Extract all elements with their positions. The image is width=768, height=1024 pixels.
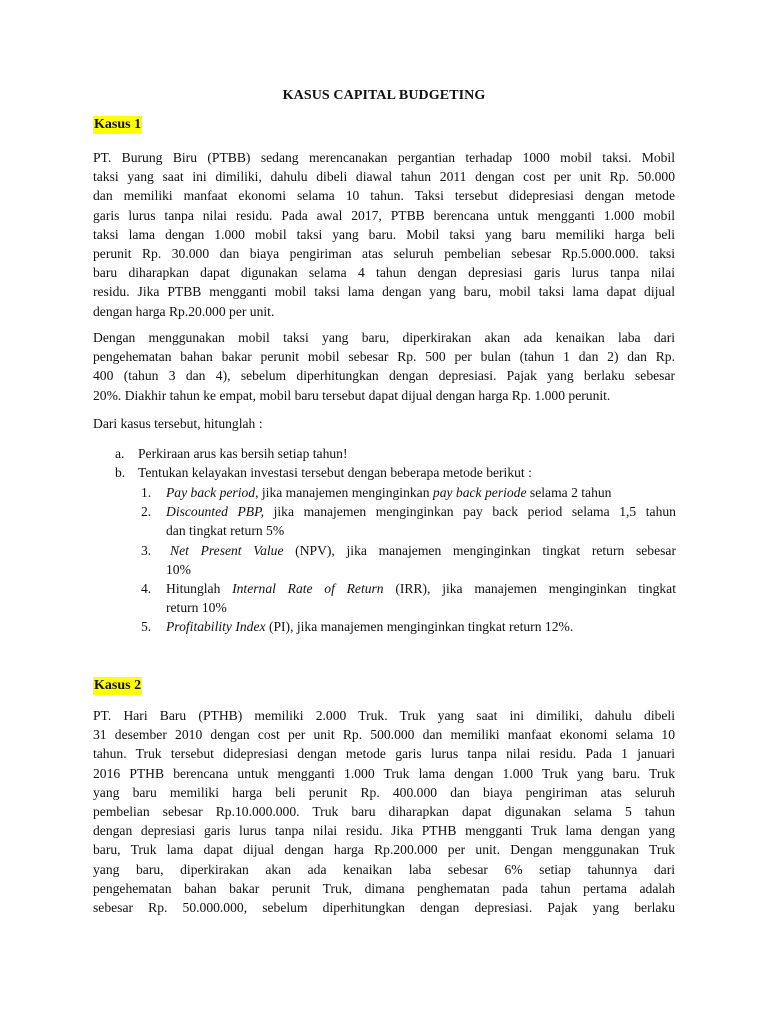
list-item [115, 444, 675, 463]
list-item [141, 541, 676, 579]
text-line: 31 desember 2010 dengan cost per unit Rp. 500.000 dan memiliki manfaat ekonomi selama 10 [93, 727, 675, 743]
method-term: Profitability Index [166, 619, 266, 635]
method-term: Net Present Value [170, 542, 284, 558]
text-line: dengan harga Rp.20.000 per unit. [93, 303, 275, 319]
list-item-text: (IRR), jika manajemen menginginkan tingkat [383, 581, 676, 597]
text-line: baru diharapkan dapat digunakan selama 4 tahun dengan depresiasi garis lurus tanpa nilai [93, 265, 675, 281]
kasus-2-heading: Kasus 2 [94, 678, 142, 693]
list-item-text: return 10% [166, 600, 227, 616]
text-line: residu. Jika PTBB mengganti mobil taksi lama dengan yang baru, mobil taksi lama dapat dijual [93, 284, 675, 300]
list-marker: 1. [141, 485, 152, 500]
text-line: pembelian sebesar Rp.10.000.000. Truk baru diharapkan dapat digunakan selama 5 tahun [93, 804, 675, 820]
text-line: Dengan menggunakan mobil taksi yang baru, diperkirakan akan ada kenaikan laba dari [93, 330, 675, 345]
list-marker: 5. [141, 619, 152, 635]
text-line: Dari kasus tersebut, hitunglah : [93, 416, 263, 431]
list-item-text: Tentukan kelayakan investasi tersebut dengan beberapa metode berikut : [138, 465, 532, 481]
list-item [141, 617, 676, 636]
list-marker: b. [115, 465, 126, 481]
list-item [141, 483, 676, 502]
list-item-text: , jika manajemen menginginkan [255, 485, 433, 500]
text-line: dengan depresiasi garis lurus tanpa nilai residu. Jika PTHB mengganti Truk lama dengan yang [93, 823, 675, 839]
text-line: pengehematan bahan bakar perunit mobil sebesar Rp. 500 per bulan (tahun 1 dan 2) dan Rp. [93, 349, 675, 365]
method-term: Internal Rate of Return [232, 581, 384, 597]
list-item-text: dan tingkat return 5% [166, 523, 285, 539]
list-marker: 4. [141, 581, 152, 597]
kasus-1-paragraph-3 [93, 414, 675, 433]
list-item-text: (PI), jika manajemen menginginkan tingkat return 12%. [265, 619, 574, 635]
text-line: dan memiliki manfaat ekonomi selama 10 tahun. Taksi tersebut didepresiasi dengan metode [93, 188, 675, 204]
document-title: KASUS CAPITAL BUDGETING [282, 88, 486, 103]
text-line: tahun. Truk tersebut didepresiasi dengan metode garis lurus tanpa nilai residu. Pada 1 januari [93, 746, 675, 762]
list-item [141, 579, 676, 617]
kasus-1-paragraph-1 [93, 148, 675, 321]
text-line: 20%. Diakhir tahun ke empat, mobil baru tersebut dapat dijual dengan harga Rp. 1.000 perunit. [93, 387, 611, 403]
list-marker: a. [115, 446, 125, 461]
list-marker: 2. [141, 504, 152, 520]
method-term: Discounted PBP, [166, 504, 265, 520]
list-marker: 3. [141, 542, 152, 558]
list-item [115, 463, 675, 482]
list-item-text: jika manajemen menginginkan pay back period selama 1,5 tahun [264, 504, 676, 520]
text-line: baru, Truk lama dapat dijual dengan harga Rp.200.000 per unit. Dengan menggunakan Truk [93, 842, 675, 858]
method-term: Pay back period [166, 485, 256, 500]
list-item-text: Hitunglah [166, 581, 233, 597]
list-item-text: (NPV), jika manajemen menginginkan tingkat return sebesar [283, 542, 676, 558]
list-item-text: 10% [166, 561, 191, 577]
text-line: taksi lama dengan 1.000 mobil taksi yang baru. Mobil taksi yang baru memiliki harga beli [93, 226, 675, 242]
text-line: perunit Rp. 30.000 dan biaya pengiriman atas seluruh pembelian sebesar Rp.5.000.000. taksi [93, 246, 675, 262]
list-item-text: Perkiraan arus kas bersih setiap tahun! [138, 446, 348, 461]
text-line: PT. Hari Baru (PTHB) memiliki 2.000 Truk. Truk yang saat ini dimiliki, dahulu dibeli [93, 708, 675, 723]
text-line: 400 (tahun 3 dan 4), sebelum diperhitungkan dengan depresiasi. Pajak yang berlaku sebesar [93, 368, 675, 384]
kasus-1-paragraph-2 [93, 328, 675, 405]
list-item-text: selama 2 tahun [526, 485, 612, 500]
method-term: pay back periode [432, 485, 527, 500]
text-line: garis lurus tanpa nilai residu. Pada awal 2017, PTBB berencana untuk mengganti 1.000 mobil [93, 207, 675, 223]
text-line: yang baru, diperkirakan akan ada kenaikan laba sebesar 6% setiap tahunnya dari [93, 861, 675, 877]
kasus-1-heading: Kasus 1 [94, 117, 142, 132]
kasus-1-numbered-list [141, 483, 676, 637]
kasus-1-lettered-list [115, 444, 675, 482]
kasus-2-paragraph-1 [93, 706, 675, 917]
text-line: sebesar Rp. 50.000.000, sebelum diperhitungkan dengan depresiasi. Pajak yang berlaku [93, 900, 675, 916]
text-line: PT. Burung Biru (PTBB) sedang merencanakan pergantian terhadap 1000 mobil taksi. Mobil [93, 150, 675, 165]
text-line: yang baru memiliki harga beli perunit Rp. 400.000 dan biaya pengiriman atas seluruh [93, 784, 675, 800]
text-line: 2016 PTHB berencana untuk mengganti 1.000 Truk lama dengan 1.000 Truk yang baru. Truk [93, 765, 675, 781]
text-line: taksi yang saat ini dimiliki, dahulu dibeli diawal tahun 2011 dengan cost per unit Rp. 50.000 [93, 169, 675, 185]
list-item [141, 502, 676, 540]
text-line: pengehematan bahan bakar perunit Truk, dimana penghematan pada tahun pertama adalah [93, 880, 675, 896]
